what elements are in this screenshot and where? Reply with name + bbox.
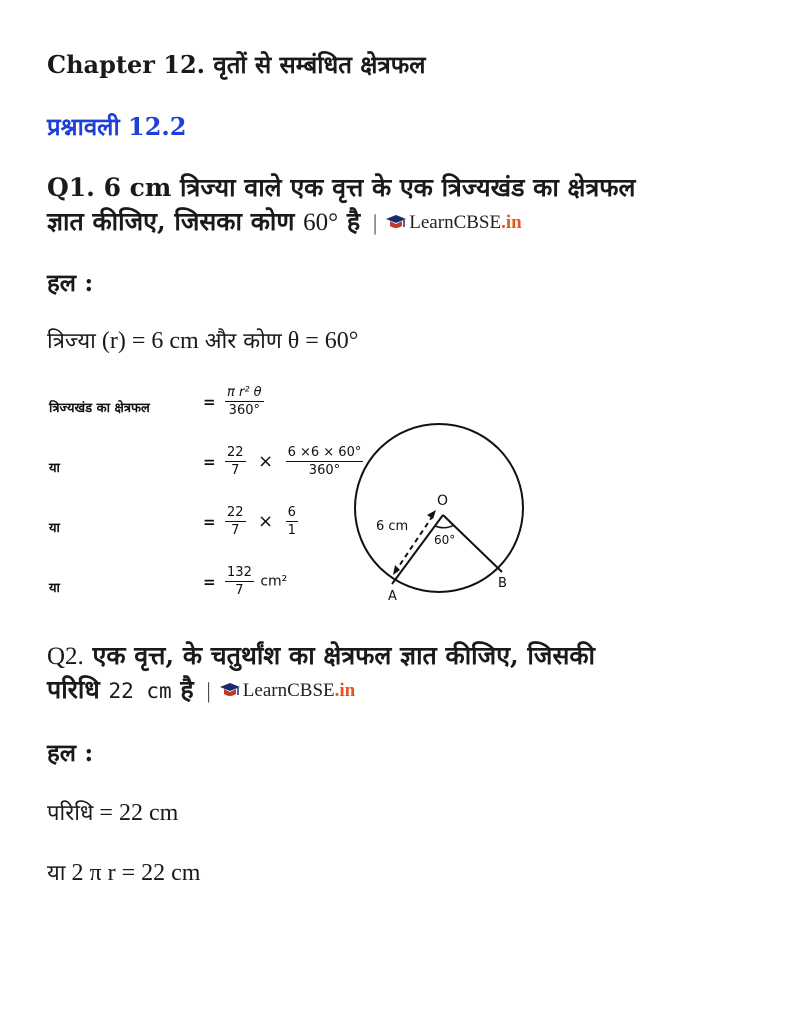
brand-badge[interactable]: | LearnCBSE .in <box>206 678 356 703</box>
label-b: B <box>498 576 507 591</box>
q1-given: त्रिज्या (r) = 6 cm और कोण θ = 60° <box>47 328 359 354</box>
calc-row4-value: = $\frac{132}{7}$ cm² <box>203 565 288 598</box>
calc-row3-label: या <box>49 521 60 536</box>
q1-line2: ज्ञात कीजिए, जिसका कोण 60° है | LearnCBSE .in <box>47 207 522 236</box>
graduation-cap-icon <box>385 212 407 234</box>
q2-solution-label: हल : <box>47 738 94 767</box>
chapter-title: Chapter 12. वृतों से सम्बंधित क्षेत्रफल <box>47 50 426 79</box>
calc-row2-value: = $\frac{22}{7}$ × $\frac{6 \times 6 \times 60^\circ}{360^\circ}$ <box>203 445 362 478</box>
dimension-arrow-top <box>427 510 436 519</box>
graduation-cap-icon <box>219 680 241 702</box>
label-radius: 6 cm <box>376 519 409 534</box>
brand-badge[interactable]: | LearnCBSE .in <box>372 210 522 235</box>
calc-row4-label: या <box>49 581 60 596</box>
q1-angle: 60° <box>303 209 339 236</box>
q2-step: या 2 π r = 22 cm <box>47 860 201 886</box>
label-o: O <box>437 493 449 509</box>
calc-row1-value: = $\frac{\text{π r² θ}}{360^\circ}$ <box>203 385 262 418</box>
q1-solution-label: हल : <box>47 268 94 297</box>
q1-line1: Q1. 6 cm त्रिज्या वाले एक वृत्त के एक त्रिज्यखंड का क्षेत्रफल <box>47 173 636 202</box>
calc-row3-value: = $\frac{22}{7}$ × $\frac{6}{1}$ <box>203 505 296 538</box>
q2-given: परिधि = 22 cm <box>47 800 179 826</box>
label-angle: 60° <box>434 533 456 547</box>
label-a: A <box>388 589 397 604</box>
exercise-title: प्रश्नावली 12.2 <box>47 112 187 141</box>
angle-arc <box>435 525 454 528</box>
sector-figure <box>350 420 530 610</box>
q2-line1: Q2. एक वृत्त, के चतुर्थांश का क्षेत्रफल ज्ञात कीजिए, जिसकी <box>47 641 596 670</box>
calc-row1-label: त्रिज्यखंड का क्षेत्रफल <box>49 401 150 416</box>
q2-line2: परिधि 22 cm है | LearnCBSE .in <box>47 675 356 704</box>
calc-row2-label: या <box>49 461 60 476</box>
